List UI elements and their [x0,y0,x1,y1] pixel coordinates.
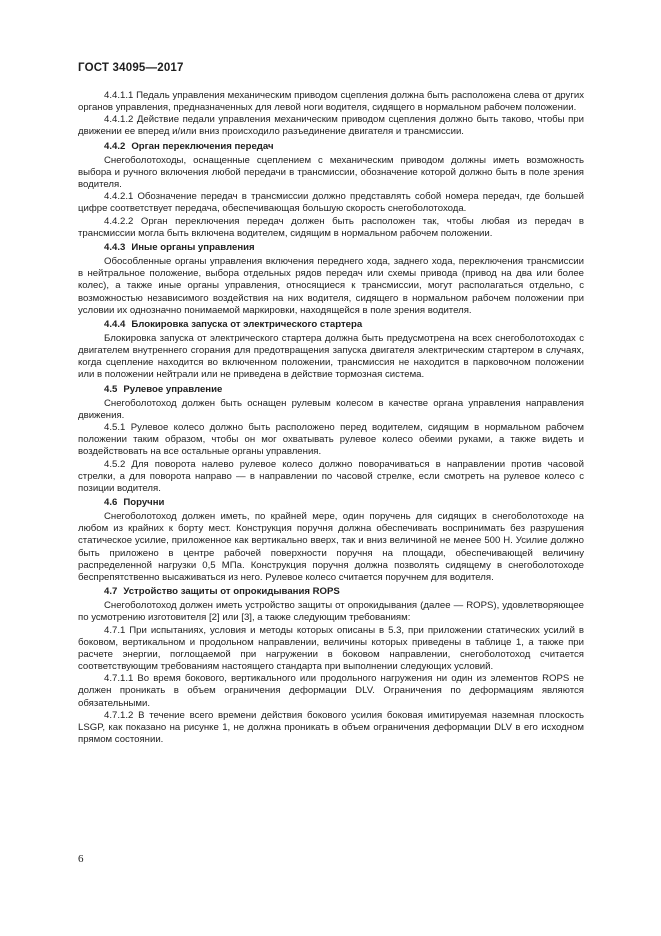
section-title: Устройство защиты от опрокидывания ROPS [123,586,340,598]
clause-4-5-2: 4.5.2 Для поворота налево рулевое колесо должно поворачиваться в направлении против часовой стрелки, а для поворота направо — в направлении по часовой стрелке, если смотреть на рулевое колесо с позиции водителя. [78,458,584,494]
clause-4-7-1: 4.7.1 При испытаниях, условия и методы которых описаны в 5.3, при приложении статических усилий в боковом, вертикальном и продольном направлении, величины которых приведены в таблице 1, а также при расчете энергии, поглощаемой при нагружении в боковом направлении, снегоболотоход считается соответствующим требованиям настоящего стандарта при выполнении следующих условий. [78,624,584,673]
clause-4-4-1-1: 4.4.1.1 Педаль управления механическим приводом сцепления должна быть расположена слева от других органов управления, предназначенных для левой ноги водителя, сидящего в нормальном рабочем положении. [78,90,584,114]
section-number: 4.4.4 [104,318,126,330]
clause-4-4-2-2: 4.4.2.2 Орган переключения передач должен быть расположен так, чтобы любая из передач в трансмиссии могла быть включена водителем, сидящим в нормальном рабочем положении. [78,215,584,239]
clause-4-7-1-1: 4.7.1.1 Во время бокового, вертикального или продольного нагружения ни один из элементов ROPS не должен проникать в объем ограничения деформации DLV. Ограничения по деформациям являются обязательными. [78,673,584,709]
section-number: 4.4.3 [104,241,126,253]
section-heading-4-4-4 [78,319,584,331]
section-title: Поручни [123,497,165,508]
section-title: Орган переключения передач [131,140,274,152]
section-heading-4-7 [78,586,584,598]
clause-4-7-1-2: 4.7.1.2 В течение всего времени действия бокового усилия боковая имитируемая наземная плоскость LSGP, как показано на рисунке 1, не должна проникать в объем ограничения деформации DLV в его исходном прямом состоянии. [78,709,584,745]
section-number: 4.7 [104,586,118,598]
clause-4-5-1: 4.5.1 Рулевое колесо должно быть расположено перед водителем, сидящим в нормальном рабочем положении таким образом, чтобы он мог охватывать рулевое колесо обеими руками, а также видеть и воздействовать на все остальные органы управления. [78,422,584,458]
section-heading-4-5 [78,384,584,396]
section-heading-4-4-3 [78,242,584,254]
clause-4-4-1-2: 4.4.1.2 Действие педали управления механическим приводом сцепления должно быть таково, чтобы при движении ее вперед и/или вниз происходило разъединение двигателя и трансмиссии. [78,114,584,138]
section-title: Блокировка запуска от электрического стартера [131,318,363,330]
clause-4-4-2-1: 4.4.2.1 Обозначение передач в трансмиссии должно представлять собой номера передач, где большей цифре соответствует передача, обеспечивающая большую скорость снегоболотохода. [78,191,584,215]
section-number: 4.6 [104,497,118,508]
paragraph: Снегоболотоход должен иметь устройство защиты от опрокидывания (далее — ROPS), удовлетворяющее по усмотрению изготовителя [2] или [3], а также следующим требованиям: [78,600,584,624]
paragraph: Обособленные органы управления включения переднего хода, заднего хода, переключения трансмиссии в нейтральное положение, выбора отдельных рядов передач или схемы привода (привод на два или более колес), а также иные органы управления, относящиеся к трансмиссии, могут располагаться отдельно, с возможностью независимого воздействия на них водителя, сидящего в нормальном рабочем положении при условии их однозначно понимаемой маркировки, находящейся в поле зрения водителя. [78,256,584,316]
section-heading-4-6 [78,497,584,509]
section-number: 4.4.2 [104,140,126,152]
paragraph: Блокировка запуска от электрического стартера должна быть предусмотрена на всех снегоболотоходах с двигателем внутреннего сгорания для предотвращения запуска двигателя электрическим стартером в случаях, когда сцепление находится во включенном положении, трансмиссия не находится в парковочном положении или в положении нейтрали или не приведена в действие тормозная система. [78,332,584,381]
document-header: ГОСТ 34095—2017 [78,62,184,74]
page-number: 6 [78,853,84,865]
section-heading-4-4-2 [78,141,584,153]
paragraph: Снегоболотоход должен быть оснащен рулевым колесом в качестве органа управления направления движения. [78,397,584,421]
section-title: Рулевое управление [123,383,223,395]
document-body [78,90,584,746]
section-number: 4.5 [104,383,118,395]
paragraph: Снегоболотоход должен иметь, по крайней мере, один поручень для сидящих в снегоболотоходе на любом из крайних к борту мест. Конструкция поручня должна обеспечивать воспринимать без разрушения статическое усилие, приложенное как вертикально вверх, так и вниз величиной не менее 500 Н. Усилие должно быть приложено в центре рабочей поверхности поручня на площади, обеспечивающей величину распределенной нагрузки 0,5 МПа. Конструкция поручня должна позволять сидящему в снегоболотоходе беспрепятственно высаживаться из него. Рулевое колесо считается поручнем для водителя. [78,511,584,583]
section-title: Иные органы управления [131,241,255,253]
paragraph: Снегоболотоходы, оснащенные сцеплением с механическим приводом должны иметь возможность выбора и ручного включения любой передачи в трансмиссии, обозначение которой должно быть в поле зрения водителя. [78,154,584,191]
